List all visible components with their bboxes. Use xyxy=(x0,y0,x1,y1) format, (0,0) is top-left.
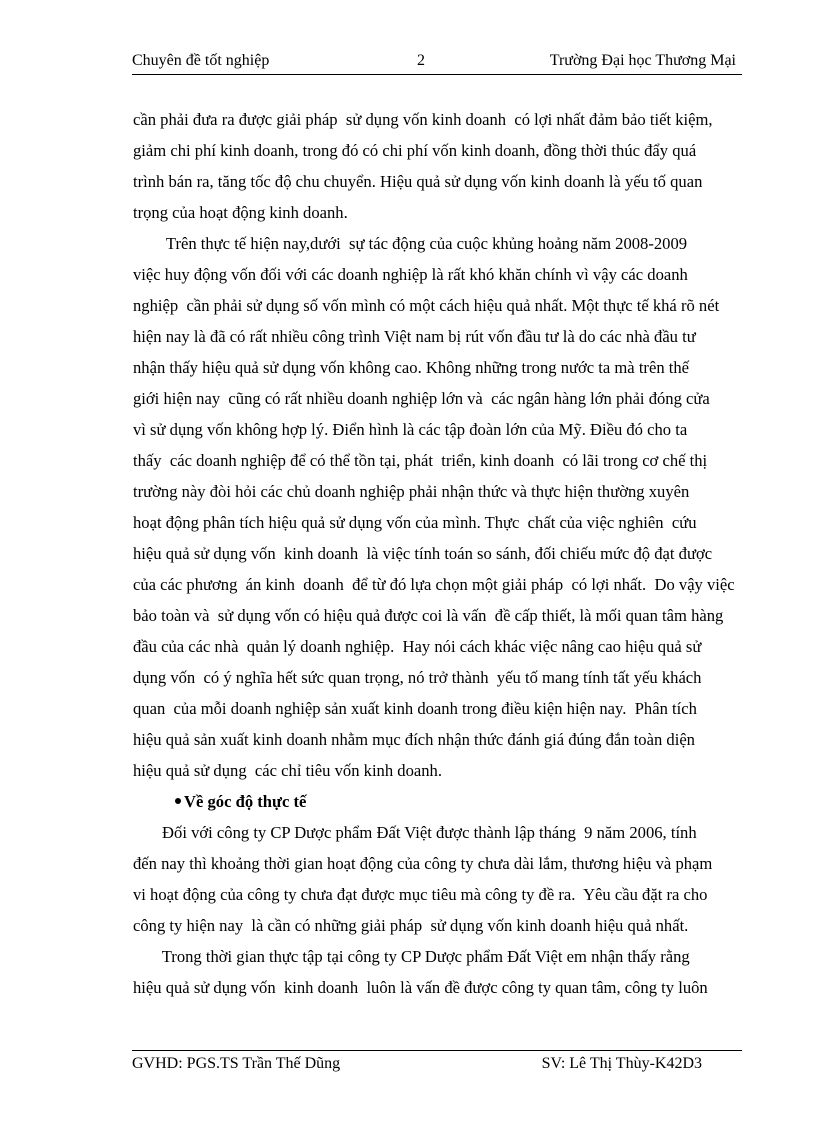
text-line: vì sử dụng vốn không hợp lý. Điển hình là các tập đoàn lớn của Mỹ. Điều đó cho ta xyxy=(133,420,688,439)
text-line: việc huy động vốn đối với các doanh nghiệp là rất khó khăn chính vì vậy các doanh xyxy=(133,265,688,284)
text-line: thấy các doanh nghiệp để có thể tồn tại, phát triển, kinh doanh có lãi trong cơ chế thị xyxy=(133,451,708,470)
section-heading xyxy=(133,786,743,817)
text-line: quan của mỗi doanh nghiệp sản xuất kinh doanh trong điều kiện hiện nay. Phân tích xyxy=(133,699,697,718)
text-line: hoạt động phân tích hiệu quả sử dụng vốn của mình. Thực chất của việc nghiên cứu xyxy=(133,513,697,532)
text-line: nghiệp cần phải sử dụng số vốn mình có một cách hiệu quả nhất. Một thực tế khá rõ nét xyxy=(133,296,720,315)
text-line: hiệu quả sử dụng vốn kinh doanh luôn là vấn đề được công ty quan tâm, công ty luôn xyxy=(133,978,708,997)
text-line: bảo toàn và sử dụng vốn có hiệu quả được coi là vấn đề cấp thiết, là mối quan tâm hàng xyxy=(133,606,724,625)
paragraph-block-1 xyxy=(133,104,743,786)
text-line: hiệu quả sử dụng vốn kinh doanh là việc tính toán so sánh, đối chiếu mức độ đạt được xyxy=(133,544,713,563)
paragraph-block-2 xyxy=(133,817,743,1003)
text-line: hiệu quả sử dụng các chỉ tiêu vốn kinh doanh. xyxy=(133,761,442,780)
text-line: Trong thời gian thực tập tại công ty CP Dược phẩm Đất Việt em nhận thấy rằng xyxy=(133,947,690,966)
text-line: Trên thực tế hiện nay,dưới sự tác động của cuộc khủng hoảng năm 2008-2009 xyxy=(133,234,688,253)
text-line: trình bán ra, tăng tốc độ chu chuyển. Hiệu quả sử dụng vốn kinh doanh là yếu tố quan xyxy=(133,172,703,191)
text-line: Đối với công ty CP Dược phẩm Đất Việt được thành lập tháng 9 năm 2006, tính xyxy=(133,823,697,842)
text-line: cần phải đưa ra được giải pháp sử dụng vốn kinh doanh có lợi nhất đảm bảo tiết kiệm, xyxy=(133,110,713,129)
header-document-type: Chuyên đề tốt nghiệp xyxy=(132,52,270,69)
header-page-number: 2 xyxy=(417,52,425,69)
text-line: trọng của hoạt động kinh doanh. xyxy=(133,203,348,222)
text-line: vi hoạt động của công ty chưa đạt được mục tiêu mà công ty đề ra. Yêu cầu đặt ra cho xyxy=(133,885,708,904)
text-line: giảm chi phí kinh doanh, trong đó có chi phí vốn kinh doanh, đồng thời thúc đẩy quá xyxy=(133,141,697,160)
footer-student: SV: Lê Thị Thùy-K42D3 xyxy=(541,1055,702,1072)
page-footer xyxy=(132,1050,742,1079)
footer-supervisor: GVHD: PGS.TS Trần Thế Dũng xyxy=(132,1055,341,1072)
text-line: của các phương án kinh doanh để từ đó lựa chọn một giải pháp có lợi nhất. Do vậy việc xyxy=(133,575,735,594)
document-body xyxy=(133,104,743,1003)
text-line: hiện nay là đã có rất nhiều công trình Việt nam bị rút vốn đầu tư là do các nhà đầu tư xyxy=(133,327,696,346)
text-line: giới hiện nay cũng có rất nhiều doanh nghiệp lớn và các ngân hàng lớn phải đóng cửa xyxy=(133,389,710,408)
text-line: đến nay thì khoảng thời gian hoạt động của công ty chưa dài lắm, thương hiệu và phạm xyxy=(133,854,713,873)
text-line: dụng vốn có ý nghĩa hết sức quan trọng, nó trở thành yếu tố mang tính tất yếu khách xyxy=(133,668,702,687)
text-line: đầu của các nhà quản lý doanh nghiệp. Hay nói cách khác việc nâng cao hiệu quả sử xyxy=(133,637,702,656)
text-line: nhận thấy hiệu quả sử dụng vốn không cao. Không những trong nước ta mà trên thế xyxy=(133,358,690,377)
page-header xyxy=(132,50,742,75)
text-line: hiệu quả sản xuất kinh doanh nhằm mục đích nhận thức đánh giá đúng đắn toàn diện xyxy=(133,730,695,749)
header-school-name: Trường Đại học Thương Mại xyxy=(549,52,736,69)
section-heading-text: Về góc độ thực tế xyxy=(184,792,307,811)
bullet-icon xyxy=(175,798,181,804)
text-line: trường này đòi hỏi các chủ doanh nghiệp phải nhận thức và thực hiện thường xuyên xyxy=(133,482,690,501)
text-line: công ty hiện nay là cần có những giải pháp sử dụng vốn kinh doanh hiệu quả nhất. xyxy=(133,916,689,935)
